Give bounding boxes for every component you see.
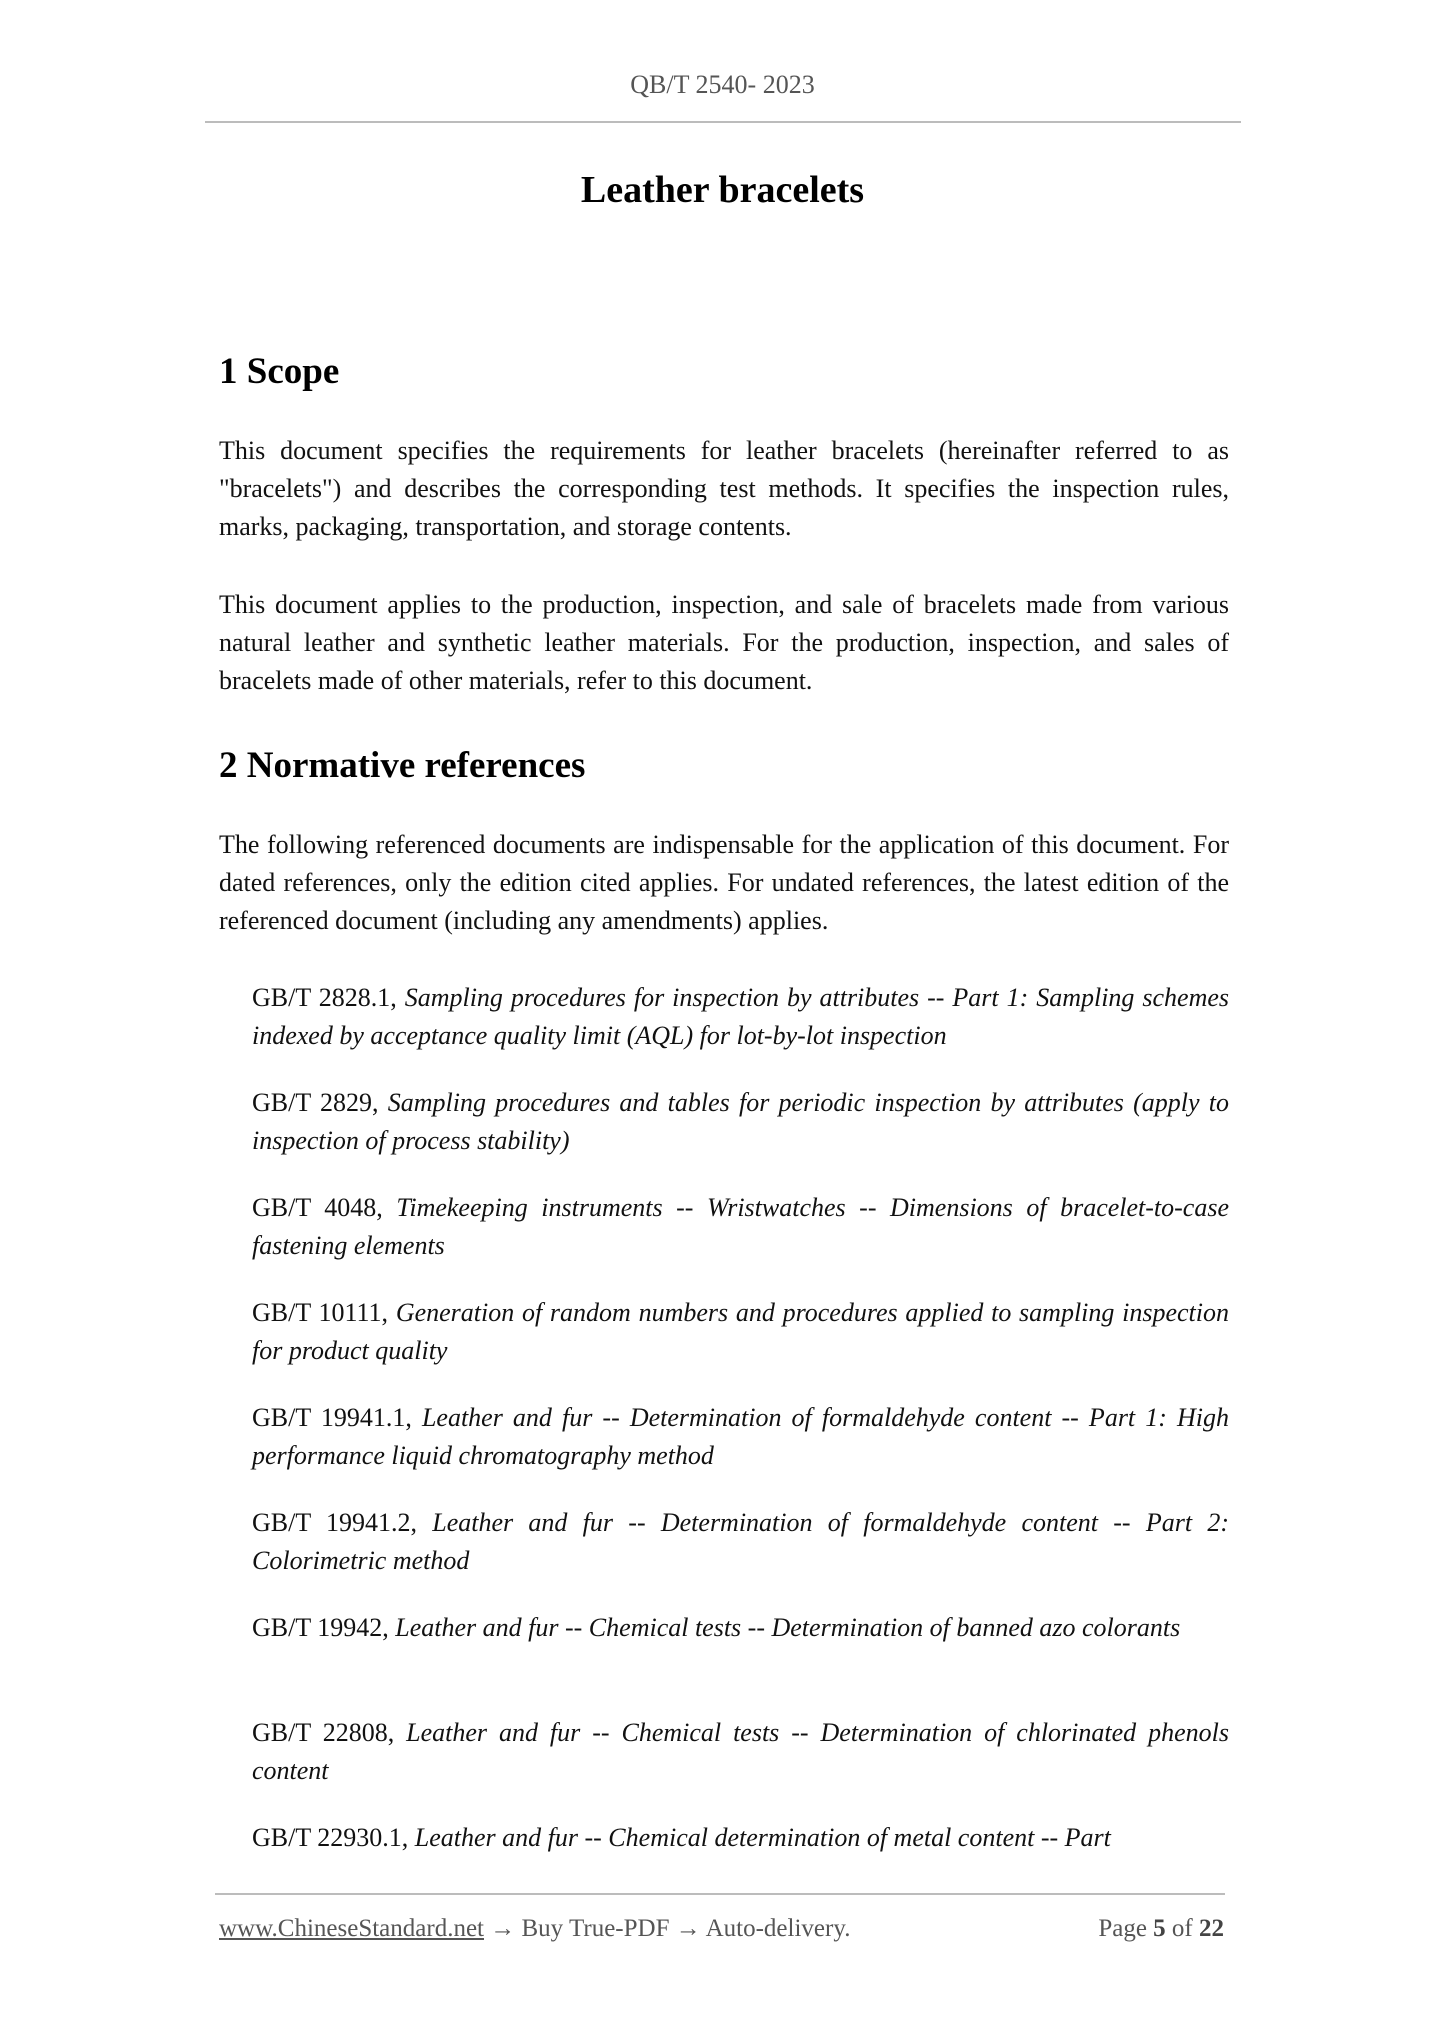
page-of: of xyxy=(1171,1915,1193,1942)
reference-item xyxy=(252,1189,1229,1265)
normative-intro-paragraph: The following referenced documents are indispensable for the application of this document. For dated references, only the edition cited applies. For undated references, the latest edition of the referenced document (including any amendments) applies. xyxy=(219,830,1229,935)
reference-title: Leather and fur -- Determination of formaldehyde content -- Part 1: High performance liquid chromatography method xyxy=(252,1403,1229,1470)
reference-title: Generation of random numbers and procedures applied to sampling inspection for product quality xyxy=(252,1298,1230,1365)
arrow-right-icon: → xyxy=(675,1915,701,1942)
reference-code: GB/T 4048, xyxy=(252,1193,383,1222)
reference-code: GB/T 22930.1, xyxy=(252,1823,409,1852)
reference-item xyxy=(252,1084,1229,1160)
footer-promo xyxy=(219,1915,850,1943)
standard-code: QB/T 2540- 2023 xyxy=(630,70,815,99)
reference-item xyxy=(252,1819,1229,1857)
footer-buy-text: Buy True-PDF xyxy=(521,1915,670,1942)
page-current: 5 xyxy=(1153,1915,1166,1942)
reference-title: Leather and fur -- Chemical determination of metal content -- Part xyxy=(414,1823,1111,1852)
website-link[interactable]: www.ChineseStandard.net xyxy=(219,1915,484,1942)
scope-paragraph-2: This document applies to the production, inspection, and sale of bracelets made from various natural leather and synthetic leather materials. For the production, inspection, and sales of bracelets made of other materials, refer to this document. xyxy=(219,590,1229,695)
reference-code: GB/T 22808, xyxy=(252,1718,395,1747)
footer-divider xyxy=(215,1893,1225,1895)
reference-title: Leather and fur -- Chemical tests -- Determination of banned azo colorants xyxy=(395,1613,1181,1642)
reference-item xyxy=(252,979,1229,1055)
reference-title: Leather and fur -- Chemical tests -- Determination of chlorinated phenols content xyxy=(252,1718,1229,1785)
reference-code: GB/T 19942, xyxy=(252,1613,389,1642)
reference-code: GB/T 10111, xyxy=(252,1298,389,1327)
footer-delivery-text: Auto-delivery. xyxy=(705,1915,851,1942)
header-divider xyxy=(205,121,1241,123)
reference-title: Timekeeping instruments -- Wristwatches -- Dimensions of bracelet-to-case fastening elements xyxy=(252,1193,1230,1260)
page-number xyxy=(1098,1915,1224,1943)
reference-item xyxy=(252,1294,1229,1370)
reference-item xyxy=(252,1714,1229,1790)
reference-item xyxy=(252,1399,1229,1475)
section-heading-scope: 1 Scope xyxy=(219,351,340,392)
section-heading-normative-references: 2 Normative references xyxy=(219,745,586,786)
page-total: 22 xyxy=(1199,1915,1224,1942)
reference-title: Sampling procedures for inspection by attributes -- Part 1: Sampling schemes indexed by acceptance quality limit (AQL) for lot-by-lot inspection xyxy=(252,983,1230,1050)
reference-code: GB/T 19941.2, xyxy=(252,1508,418,1537)
reference-title: Sampling procedures and tables for periodic inspection by attributes (apply to inspection of process stability) xyxy=(252,1088,1230,1155)
reference-code: GB/T 2828.1, xyxy=(252,983,397,1012)
reference-title: Leather and fur -- Determination of formaldehyde content -- Part 2: Colorimetric method xyxy=(252,1508,1229,1575)
arrow-right-icon: → xyxy=(490,1915,516,1942)
reference-item xyxy=(252,1609,1229,1647)
page-footer xyxy=(219,1915,1224,1943)
reference-item xyxy=(252,1504,1229,1580)
scope-paragraph-1: This document specifies the requirements for leather bracelets (hereinafter referred to as "bracelets") and describes the corresponding test methods. It specifies the inspection rules, marks, packaging, transportation, and storage contents. xyxy=(219,436,1229,541)
page-label: Page xyxy=(1098,1915,1147,1942)
reference-code: GB/T 2829, xyxy=(252,1088,379,1117)
reference-code: GB/T 19941.1, xyxy=(252,1403,412,1432)
document-title: Leather bracelets xyxy=(580,169,865,211)
